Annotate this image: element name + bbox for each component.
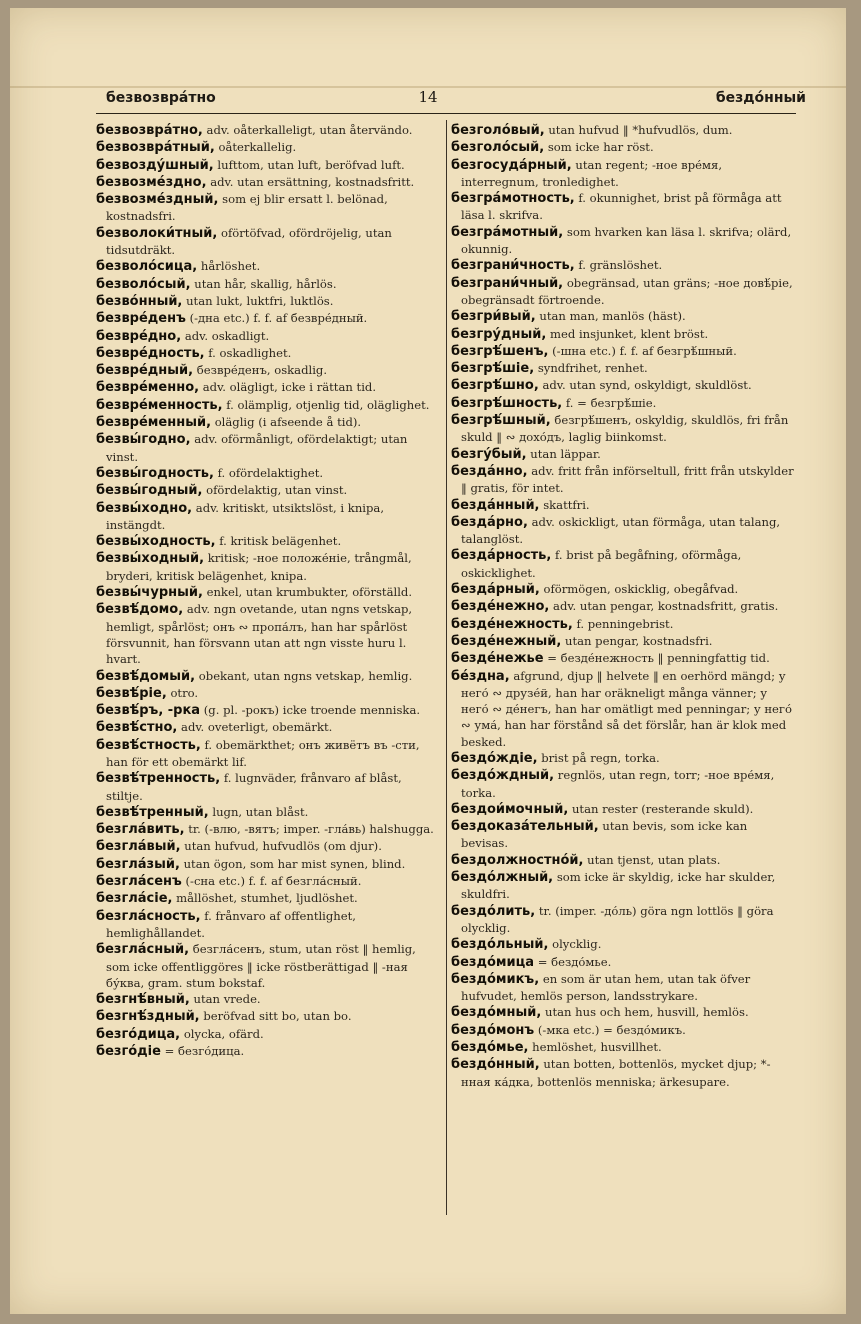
headword: бездо́ждный, (451, 768, 555, 784)
definition: (-шна etc.) f. f. af безгрѣ́шный. (552, 343, 737, 358)
headword: безгла́зый, (96, 856, 180, 872)
headword: безвѣ́тренность, (96, 771, 221, 787)
right-column (451, 122, 797, 1090)
dictionary-entry (96, 821, 442, 838)
definition: adv. utan ersättning, kostnadsfritt. (210, 174, 415, 189)
definition: hårlöshet. (200, 259, 261, 274)
definition: mållöshet, stumhet, ljudlöshet. (176, 891, 358, 906)
dictionary-entry (451, 818, 797, 852)
dictionary-entry (451, 497, 797, 514)
headword: безгра́мотность, (451, 191, 575, 207)
header-rule (96, 113, 796, 114)
definition: tr. (-влю, -вятъ; imper. -гла́вь) halshugga. (188, 822, 434, 837)
headword: безвы́чурный, (96, 585, 203, 601)
headword: безвы́ходный, (96, 551, 205, 567)
dictionary-entry (96, 1043, 442, 1060)
headword: бездо́мье, (451, 1040, 529, 1056)
dictionary-entry (96, 685, 442, 702)
left-column (96, 122, 442, 1060)
headword: безвы́годно, (96, 432, 191, 448)
headword: безвозвра́тный, (96, 140, 215, 156)
headword: безвѣ́ръ, -рка (96, 703, 201, 719)
definition: utan hufvud, hufvudlös (om djur). (184, 839, 382, 854)
headword: бездои́мочный, (451, 801, 569, 817)
headword: безгла́сенъ (96, 874, 182, 890)
headword: безда́рность, (451, 548, 552, 564)
headword: бездоказа́тельный, (451, 819, 599, 835)
definition: regnlös, utan regn, torr; -ное вре́мя, torka. (461, 768, 775, 800)
dictionary-entry (96, 702, 442, 719)
headword: безволоки́тный, (96, 225, 218, 241)
dictionary-entry (96, 550, 442, 584)
definition: obekant, utan ngns vetskap, hemlig. (198, 668, 413, 683)
headword: безвозме́здный, (96, 192, 219, 208)
dictionary-entry (451, 801, 797, 818)
dictionary-entry (451, 1022, 797, 1039)
definition: med insjunket, klent bröst. (550, 326, 709, 341)
dictionary-entry (451, 598, 797, 615)
definition: adv. kritiskt, utsiktslöst, i knipa, instängdt. (106, 500, 385, 532)
dictionary-entry (96, 482, 442, 499)
dictionary-entry (96, 258, 442, 275)
headword: безграни́чный, (451, 275, 564, 291)
dictionary-entry (451, 377, 797, 394)
definition: adv. utan pengar, kostnadsfritt, gratis. (553, 599, 779, 614)
definition: kritisk; -ное положе́ніе, trångmål, bryderi, kritisk belägenhet, knipa. (106, 551, 412, 583)
dictionary-entry (96, 225, 442, 259)
definition: beröfvad sitt bo, utan bo. (203, 1009, 352, 1024)
definition: adv. oskickligt, utan förmåga, utan talang, talanglöst. (461, 514, 781, 547)
definition: (-мка etc.) = бездо́микъ. (537, 1022, 686, 1037)
headword: безго́дица, (96, 1026, 181, 1042)
dictionary-entry (451, 412, 797, 446)
headword: бездо́микъ, (451, 971, 540, 987)
definition: som ej blir ersatt l. belönad, kostnadsfri. (106, 192, 388, 224)
dictionary-entry (96, 500, 442, 534)
headword: безгрѣ́шность, (451, 395, 563, 411)
definition: olycklig. (552, 937, 602, 952)
definition: som icke har röst. (547, 140, 654, 155)
definition: enkel, utan krumbukter, oförställd. (206, 585, 413, 600)
page-number: 14 (418, 88, 438, 106)
dictionary-entry (96, 890, 442, 907)
headword: безгнѣ́здный, (96, 1009, 200, 1025)
headword: безде́нежность, (451, 616, 573, 632)
definition: tr. (imper. -до́ль) göra ngn lottlös ‖ göra olycklig. (461, 903, 774, 935)
headword: безвре́менность, (96, 397, 223, 413)
headword: бездо́мица (451, 954, 535, 970)
right-guide-word: бездо́нный (715, 90, 806, 106)
headword: безгрѣ́шно, (451, 378, 539, 394)
definition: f. = безгрѣ́шіе. (565, 395, 657, 410)
definition: lufttom, utan luft, beröfvad luft. (217, 157, 405, 172)
dictionary-entry (96, 1026, 442, 1043)
dictionary-entry (96, 804, 442, 821)
definition: f. brist på begåfning, oförmåga, oskicklighet. (461, 548, 742, 580)
headword: безвѣ́стность, (96, 737, 201, 753)
dictionary-entry (96, 328, 442, 345)
dictionary-entry (451, 360, 797, 377)
definition: utan bevis, som icke kan bevisas. (461, 819, 748, 851)
dictionary-entry (96, 770, 442, 804)
dictionary-entry (451, 343, 797, 360)
definition: en som är utan hem, utan tak öfver hufvudet, hemlös person, landsstrykare. (461, 971, 751, 1004)
headword: безгу́бый, (451, 446, 527, 462)
definition: безгла́сенъ, stum, utan röst ‖ hemlig, som icke offentliggöres ‖ icke röstberättigad ‖ -ная бу́ква, gram. stum bokstaf. (106, 942, 416, 990)
headword: безда́рный, (451, 582, 540, 598)
dictionary-entry (451, 971, 797, 1005)
definition: f. penningebrist. (576, 616, 674, 631)
headword: безвре́менно, (96, 380, 200, 396)
dictionary-entry (451, 446, 797, 463)
definition: utan tjenst, utan plats. (587, 852, 721, 867)
headword: безда́рно, (451, 514, 528, 530)
headword: безвѣ́домо, (96, 602, 184, 618)
definition: f. kritisk belägenhet. (219, 534, 342, 549)
dictionary-entry (96, 908, 442, 942)
headword: безгла́вый, (96, 839, 181, 855)
definition: otro. (170, 685, 199, 700)
definition: utan botten, bottenlös, mycket djup; *-нная ка́дка, bottenlös menniska; ärkesupare. (461, 1057, 771, 1089)
headword: безгру́дный, (451, 326, 547, 342)
dictionary-entry (451, 581, 797, 598)
headword: безвы́ходность, (96, 534, 216, 550)
definition: utan hufvud ‖ *hufvudlös, dum. (548, 123, 733, 137)
definition: (g. pl. -рокъ) icke troende menniska. (203, 703, 421, 718)
definition: olycka, ofärd. (183, 1026, 264, 1041)
headword: бездо́лить, (451, 903, 536, 919)
dictionary-entry (96, 345, 442, 362)
dictionary-entry (451, 869, 797, 903)
dictionary-entry (96, 310, 442, 327)
headword: бездолжностно́й, (451, 852, 584, 868)
dictionary-entry (96, 122, 442, 139)
headword: бездо́мный, (451, 1005, 542, 1021)
dictionary-entry (96, 856, 442, 873)
definition: adv. oförmånligt, ofördelaktigt; utan vinst. (106, 432, 408, 464)
headword: безвозду́шный, (96, 157, 214, 173)
definition: (-дна etc.) f. f. af безвре́дный. (189, 311, 368, 326)
dictionary-entry (96, 397, 442, 414)
definition: lugn, utan blåst. (212, 804, 309, 819)
definition: som icke är skyldig, icke har skulder, skuldfri. (461, 870, 776, 902)
dictionary-entry (96, 991, 442, 1008)
dictionary-entry (451, 767, 797, 801)
definition: (-сна etc.) f. f. af безгла́сный. (185, 874, 362, 889)
headword: безголо́сый, (451, 140, 545, 156)
headword: безволо́сица, (96, 259, 198, 275)
headword: бездо́ждіе, (451, 750, 538, 766)
dictionary-entry (96, 414, 442, 431)
definition: utan vrede. (193, 992, 261, 1007)
headword: бездо́нный, (451, 1057, 540, 1073)
headword: безгла́сный, (96, 942, 190, 958)
dictionary-entry (96, 293, 442, 310)
dictionary-entry (451, 1039, 797, 1056)
dictionary-entry (451, 122, 797, 139)
definition: brist på regn, torka. (541, 750, 660, 765)
dictionary-entry (451, 668, 797, 750)
headword: бездо́монъ (451, 1022, 535, 1038)
dictionary-entry (451, 395, 797, 412)
definition: = бездо́мье. (537, 954, 612, 969)
headword: безде́нежье (451, 651, 544, 667)
definition: f. lugnväder, frånvaro af blåst, stiltje. (106, 771, 402, 803)
dictionary-entry (96, 139, 442, 156)
headword: безвѣ́ріе, (96, 685, 167, 701)
headword: безвре́денъ (96, 311, 186, 327)
dictionary-entry (96, 157, 442, 174)
dictionary-entry (96, 873, 442, 890)
definition: oförmögen, oskicklig, obegåfvad. (543, 582, 739, 597)
dictionary-entry (451, 514, 797, 548)
definition: utan man, manlös (häst). (539, 309, 686, 324)
headword: безвѣ́стно, (96, 720, 178, 736)
definition: utan lukt, luktfri, luktlös. (186, 293, 334, 308)
dictionary-entry (451, 936, 797, 953)
headword: безвре́дность, (96, 345, 205, 361)
definition: f. oskadlighet. (208, 345, 292, 360)
dictionary-entry (451, 650, 797, 667)
headword: безгрѣ́шный, (451, 413, 551, 429)
definition: adv. fritt från införseltull, fritt från utskylder ‖ gratis, för intet. (461, 463, 794, 496)
headword: безде́нежный, (451, 633, 562, 649)
headword: безвѣ́тренный, (96, 804, 209, 820)
definition: adv. oveterligt, obemärkt. (181, 720, 333, 735)
definition: = безде́нежность ‖ penningfattig tid. (547, 651, 770, 666)
headword: безво́нный, (96, 293, 183, 309)
dictionary-entry (96, 431, 442, 465)
definition: f. okunnighet, brist på förmåga att läsa l. skrifva. (461, 191, 782, 223)
headword: безго́діе (96, 1044, 161, 1060)
definition: utan regent; -ное вре́мя, interregnum, tronledighet. (461, 157, 722, 189)
headword: безгнѣ́вный, (96, 992, 190, 1008)
dictionary-entry (96, 838, 442, 855)
dictionary-entry (451, 326, 797, 343)
dictionary-entry (96, 465, 442, 482)
headword: безда́нный, (451, 497, 540, 513)
dictionary-entry (451, 190, 797, 224)
headword: безграни́чность, (451, 258, 575, 274)
headword: бездо́лжный, (451, 870, 554, 886)
headword: безволо́сый, (96, 276, 191, 292)
headword: безгрѣ́шенъ, (451, 343, 549, 359)
dictionary-entry (96, 379, 442, 396)
definition: afgrund, djup ‖ helvete ‖ en oerhörd mängd; у него́ ∾ друзе́й, han har oräkneligt många vänner; у него́ ∾ де́негъ, han har omätligt med penningar; у него́ ∾ ума́, han har förstånd så det förslår, han är klok med besked. (461, 668, 792, 749)
definition: utan hår, skallig, hårlös. (194, 276, 337, 291)
headword: безголо́вый, (451, 123, 545, 138)
dictionary-entry (451, 547, 797, 581)
headword: безвы́годность, (96, 465, 214, 481)
page-header (10, 86, 846, 112)
definition: f. obemärkthet; онъ живётъ въ -сти, han för ett obemärkt lif. (106, 737, 420, 769)
dictionary-entry (451, 616, 797, 633)
definition: oförtöfvad, ofördröjelig, utan tidsutdräkt. (106, 225, 392, 258)
definition: utan rester (resterande skuld). (571, 801, 754, 816)
dictionary-entry (96, 1008, 442, 1025)
definition: utan pengar, kostnadsfri. (564, 633, 713, 648)
dictionary-entry (96, 362, 442, 379)
headword: безвозвра́тно, (96, 123, 203, 138)
dictionary-entry (451, 633, 797, 650)
definition: oåterkallelig. (218, 140, 297, 155)
definition: syndfrihet, renhet. (537, 361, 648, 376)
headword: безвы́ходно, (96, 500, 193, 516)
headword: безгла́вить, (96, 822, 185, 838)
dictionary-entry (451, 157, 797, 191)
definition: безгрѣ́шенъ, oskyldig, skuldlös, fri från skuld ‖ ∾ дохо́дъ, laglig biinkomst. (461, 413, 789, 445)
definition: ofördelaktig, utan vinst. (206, 483, 348, 498)
headword: безде́нежно, (451, 599, 550, 615)
dictionary-entry (96, 276, 442, 293)
dictionary-entry (96, 174, 442, 191)
definition: f. ofördelaktighet. (217, 465, 324, 480)
column-divider (446, 120, 447, 1215)
headword: безгла́сность, (96, 908, 201, 924)
dictionary-entry (96, 719, 442, 736)
headword: безвы́годный, (96, 483, 203, 499)
definition: skattfri. (543, 497, 590, 512)
dictionary-entry (451, 852, 797, 869)
definition: adv. oåterkalleligt, utan återvändo. (206, 123, 413, 137)
dictionary-entry (96, 601, 442, 667)
headword: безвре́менный, (96, 415, 212, 431)
headword: бе́здна, (451, 668, 510, 684)
headword: безгра́мотный, (451, 224, 564, 240)
definition: = безго́дица. (164, 1044, 245, 1059)
dictionary-entry (96, 668, 442, 685)
dictionary-entry (451, 750, 797, 767)
dictionary-entry (451, 224, 797, 258)
dictionary-entry (451, 139, 797, 156)
definition: obegränsad, utan gräns; -ное довѣ́ріе, obegränsadt förtroende. (461, 275, 793, 307)
headword: безгосуда́рный, (451, 157, 572, 173)
definition: hemlöshet, husvillhet. (532, 1040, 662, 1055)
definition: f. frånvaro af offentlighet, hemlighållandet. (106, 908, 356, 940)
dictionary-entry (96, 941, 442, 991)
dictionary-entry (451, 275, 797, 309)
dictionary-entry (451, 257, 797, 274)
headword: безвозме́здно, (96, 174, 207, 190)
dictionary-entry (96, 191, 442, 225)
dictionary-entry (96, 584, 442, 601)
definition: utan ögon, som har mist synen, blind. (183, 856, 406, 871)
dictionary-entry (451, 463, 797, 497)
definition: utan läppar. (530, 446, 601, 461)
headword: безгрѣ́шіе, (451, 361, 535, 377)
headword: безда́нно, (451, 463, 528, 479)
definition: oläglig (i afseende å tid). (214, 415, 362, 430)
definition: adv. ngn ovetande, utan ngns vetskap, hemligt, spårlöst; онъ ∾ пропа́лъ, han har spårlöst försvunnit, han försvann utan att ngn visste huru l. hvart. (106, 602, 413, 667)
left-guide-word: безвозвра́тно (106, 90, 216, 106)
definition: adv. olägligt, icke i rättan tid. (202, 380, 377, 395)
definition: f. olämplig, otjenlig tid, oläglighet. (226, 397, 430, 412)
headword: бездо́льный, (451, 937, 549, 953)
definition: adv. utan synd, oskyldigt, skuldlöst. (542, 378, 752, 393)
dictionary-entry (451, 903, 797, 937)
headword: безгри́вый, (451, 309, 536, 325)
headword: безвре́дно, (96, 328, 182, 344)
headword: безгла́сіе, (96, 891, 173, 907)
headword: безвре́дный, (96, 363, 194, 379)
definition: f. gränslöshet. (578, 258, 663, 273)
headword: безвѣ́домый, (96, 668, 196, 684)
definition: adv. oskadligt. (184, 328, 270, 343)
dictionary-entry (96, 533, 442, 550)
definition: безвре́денъ, oskadlig. (196, 363, 328, 378)
dictionary-entry (451, 308, 797, 325)
dictionary-entry (451, 1004, 797, 1021)
dictionary-entry (451, 954, 797, 971)
definition: utan hus och hem, husvill, hemlös. (544, 1005, 749, 1020)
definition: som hvarken kan läsa l. skrifva; olärd, okunnig. (461, 224, 792, 257)
dictionary-entry (451, 1056, 797, 1090)
dictionary-entry (96, 737, 442, 771)
